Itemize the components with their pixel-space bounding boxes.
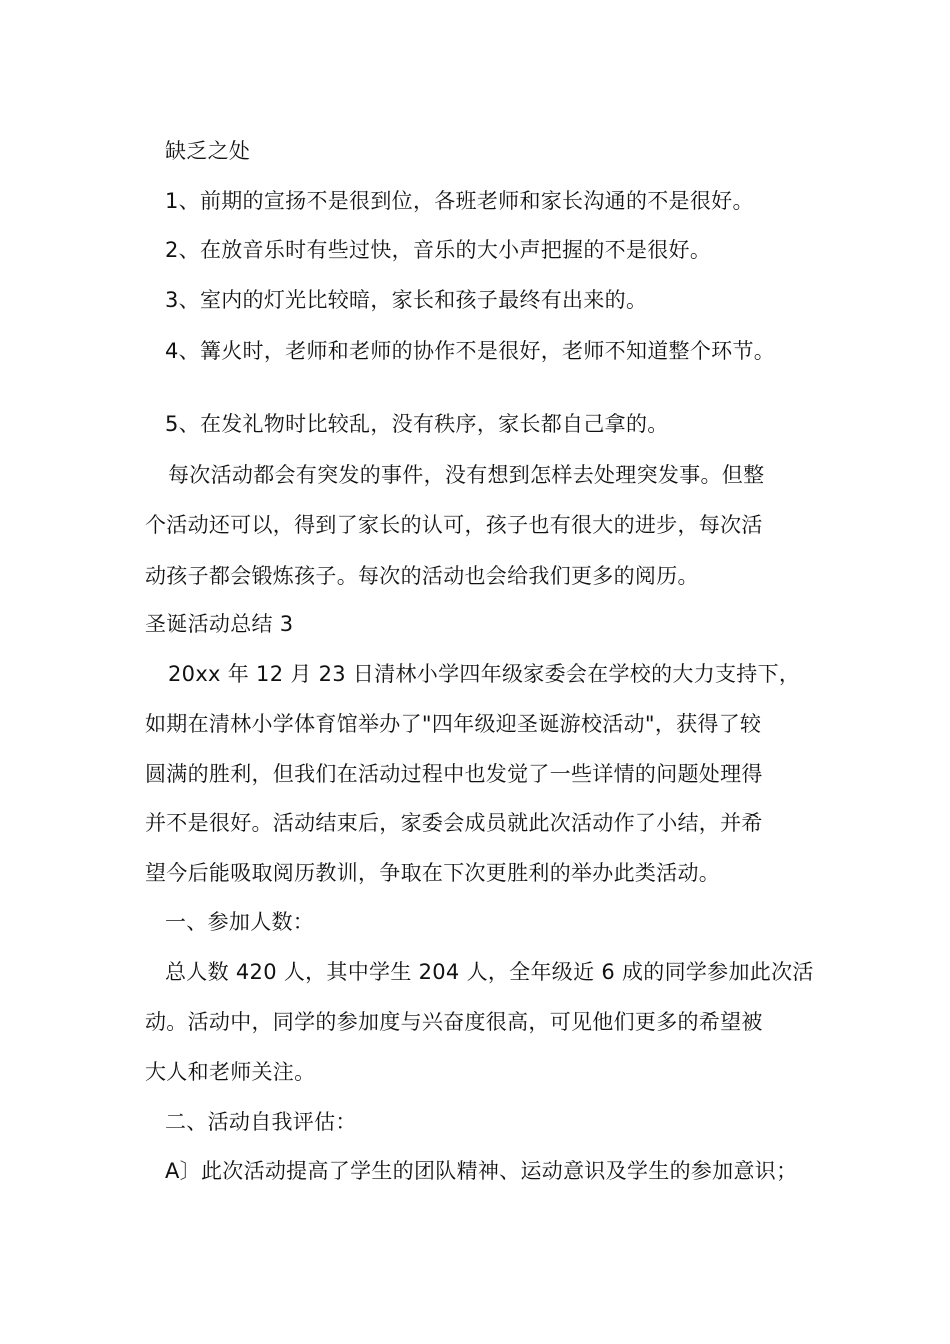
paragraph-line: A〕此次活动提高了学生的团队精神、运动意识及学生的参加意识； — [165, 1159, 798, 1183]
paragraph-line: 圆满的胜利，但我们在活动过程中也发觉了一些详情的问题处理得 — [145, 762, 763, 786]
list-item: 2、在放音乐时有些过快，音乐的大小声把握的不是很好。 — [165, 238, 712, 262]
paragraph-line: 如期在清林小学体育馆举办了"四年级迎圣诞游校活动"，获得了较 — [145, 712, 762, 736]
paragraph-line: 总人数 420 人，其中学生 204 人，全年级近 6 成的同学参加此次活 — [165, 960, 814, 984]
list-item: 4、篝火时，老师和老师的协作不是很好，老师不知道整个环节。 — [165, 339, 776, 363]
list-item: 1、前期的宣扬不是很到位，各班老师和家长沟通的不是很好。 — [165, 189, 754, 213]
paragraph-line: 大人和老师关注。 — [145, 1060, 316, 1084]
paragraph-line: 望今后能吸取阅历教训，争取在下次更胜利的举办此类活动。 — [145, 861, 721, 885]
paragraph-line: 动。活动中，同学的参加度与兴奋度很高，可见他们更多的希望被 — [145, 1010, 763, 1034]
list-item: 3、室内的灯光比较暗，家长和孩子最终有出来的。 — [165, 288, 648, 312]
paragraph-line: 每次活动都会有突发的事件，没有想到怎样去处理突发事。但整 — [168, 463, 765, 487]
paragraph-line: 个活动还可以，得到了家长的认可，孩子也有很大的进步，每次活 — [145, 513, 763, 537]
paragraph-line: 并不是很好。活动结束后，家委会成员就此次活动作了小结，并希 — [145, 811, 763, 835]
section-title: 圣诞活动总结 3 — [145, 612, 294, 636]
section-heading: 缺乏之处 — [165, 139, 251, 163]
paragraph-line: 20xx 年 12 月 23 日清林小学四年级家委会在学校的大力支持下， — [168, 662, 801, 686]
paragraph-line: 动孩子都会锻炼孩子。每次的活动也会给我们更多的阅历。 — [145, 564, 699, 588]
list-item: 5、在发礼物时比较乱，没有秩序，家长都自己拿的。 — [165, 412, 669, 436]
subsection-heading: 二、活动自我评估： — [165, 1110, 357, 1134]
subsection-heading: 一、参加人数： — [165, 910, 315, 934]
